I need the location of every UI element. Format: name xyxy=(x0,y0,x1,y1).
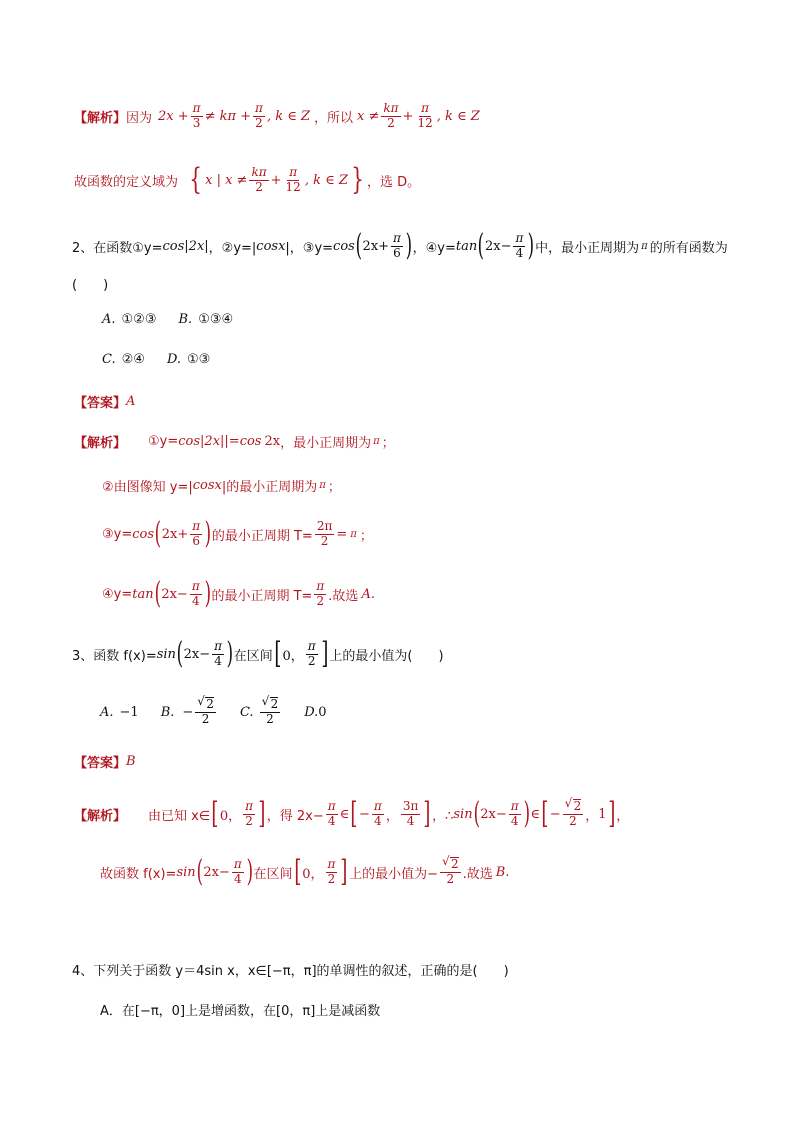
analysis-tag: 【解析】 xyxy=(74,110,127,126)
option-c: ②④ xyxy=(121,352,145,367)
q2-blank: ( ) xyxy=(72,278,109,293)
option-a: ①②③ xyxy=(121,312,157,327)
q2-answer: 【答案】 A xyxy=(74,394,136,411)
q3-stem: 3、函数 f(x)= sin ( 2x− $\frac{\pi}{4}$ ) 在区间 [ 0， $\frac{\pi}{2}$ ] 上的最小值为( ) xyxy=(72,636,444,671)
q2-analysis-4: ④y= tan ( 2x− $\frac{\pi}{4}$ ) 的最小正周期 T= $\frac{\pi}{2}$ .故选 A. xyxy=(102,576,375,611)
option-b: √ $\frac{2}{2}$ xyxy=(195,697,216,727)
q2-analysis-1: 【解析】 ①y= cos|2x| |= cos 2x ，最小正周期为 π ； xyxy=(74,434,395,451)
q4-option-a xyxy=(100,1000,380,1019)
q2-analysis-3: ③y= cos ( 2x+ $\frac{\pi}{6}$ ) 的最小正周期 T= $\frac{2\pi}{2}$ = π ； xyxy=(102,516,373,551)
q3-analysis-2: 故函数 f(x)= sin ( 2x− $\frac{\pi}{4}$ ) 在区间 [ 0， $\frac{\pi}{2}$ ] 上的最小值为− √ $\frac{2}{2}$ .故选 B. xyxy=(100,850,509,894)
q2-options-cd: C. ②④ D. ①③ xyxy=(102,352,211,367)
answer-tag: 【答案】 xyxy=(74,396,127,411)
option-d: ①③ xyxy=(187,352,211,367)
fraction-pi-3: $\frac{\pi}{3}$ xyxy=(192,100,201,130)
q2-options-ab: A. ①②③ B. ①③④ xyxy=(102,312,234,327)
q1-analysis-line: 【解析】 因为 2x + $\frac{\pi}{3}$ ≠ kπ + $\frac{\pi}{2}$ , k ∈ Z ，所以 x ≠ $\frac{k\pi}{2}$ + $\frac{\pi}{12}$ , k ∈ Z xyxy=(74,100,480,130)
q1-domain-line: 故函数的定义域为 { x | x ≠ $\frac{k\pi}{2}$ + $\frac{\pi}{12}$ , k ∈ Z } ，选 D。 xyxy=(74,162,421,197)
fraction-pi-2: $\frac{\pi}{2}$ xyxy=(255,100,263,130)
option-c: √ $\frac{2}{2}$ xyxy=(260,697,281,727)
option-a: A．在[−π，0]上是增函数，在[0，π]上是减函数 xyxy=(100,1004,381,1019)
option-d: 0 xyxy=(318,704,327,720)
q3-analysis-1: 【解析】 由已知 x∈ [ 0， $\frac{\pi}{2}$ ] ，得 2x− $\frac{\pi}{4}$ ∈ [ − $\frac{\pi}{4}$ ， $\frac{3\pi}{4}$ ] ，∴ sin ( 2x− $\frac{\pi}{4}$ ) ∈ [ − √ $\frac{2}{2}$ ， 1 ] ， xyxy=(74,792,629,836)
fraction-kpi-2: $\frac{k\pi}{2}$ xyxy=(383,100,399,130)
q3-answer: 【答案】 B xyxy=(74,754,136,771)
option-a: −1 xyxy=(119,704,139,720)
q4-stem: 4、下列关于函数 y＝4sin x，x∈[−π，π]的单调性的叙述，正确的是( ) xyxy=(72,964,509,979)
q3-options: A. −1 B. − √ $\frac{2}{2}$ C. √ $\frac{2}{2}$ D. 0 xyxy=(100,690,327,734)
q2-analysis-2: ②由图像知 y=| cosx |的最小正周期为 π ； xyxy=(102,478,341,495)
q2-stem: 2、在函数①y= cos|2x| ，②y=| cosx |，③y= cos ( 2x+ $\frac{\pi}{6}$ ) ，④y= tan ( 2x− $\frac{\pi}{4}$ ) 中，最小正周期为 π 的所有函数为 xyxy=(72,228,728,263)
option-b: ①③④ xyxy=(198,312,234,327)
fraction-pi-12: $\frac{\pi}{12}$ xyxy=(417,100,433,130)
